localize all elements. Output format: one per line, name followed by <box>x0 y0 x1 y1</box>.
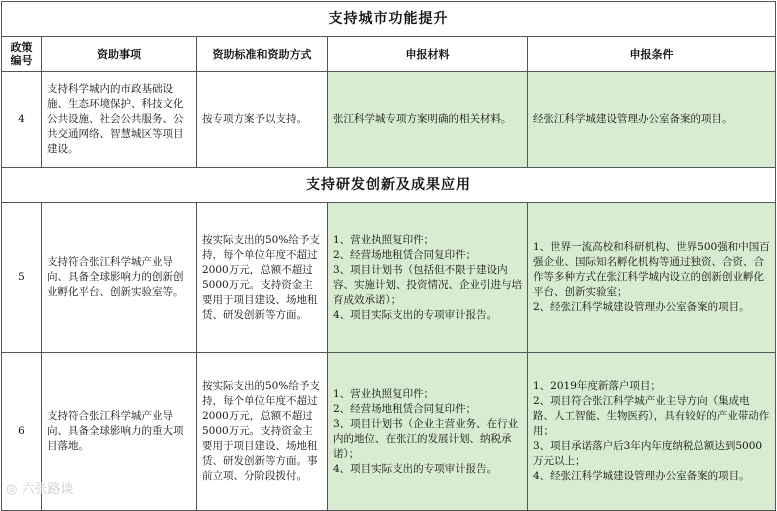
header-conditions: 申报条件 <box>528 37 776 72</box>
list-item: 4、经张江科学城建设管理办公室备案的项目。 <box>533 470 750 482</box>
materials-cell <box>328 203 528 353</box>
table-row <box>2 353 776 511</box>
conditions-cell <box>528 203 776 353</box>
header-materials: 申报材料 <box>328 37 528 72</box>
table-row <box>2 203 776 353</box>
header-subject: 资助事项 <box>42 37 197 72</box>
list-item: 3、项目计划书（企业主营业务、在行业内的地位、在张江的发展计划、纳税承诺）； <box>333 417 519 460</box>
watermark <box>6 478 74 497</box>
section-title: 支持研发创新及成果应用 <box>2 168 776 203</box>
list-item: 2、经营场地租赁合同复印件； <box>333 248 477 261</box>
list-item: 1、世界一流高校和科研机构、世界500强和中国百强企业、国际知名孵化机构等通过独资、合资、合作等多种方式在张江科学城内设立的创新创业孵化平台、创新实验室； <box>533 241 770 298</box>
list-item: 2、项目符合张江科学城产业主导方向（集成电路、人工智能、生物医药），具有较好的产业带动作用； <box>533 395 770 437</box>
header-standard: 资助标准和资助方式 <box>197 37 328 72</box>
subject-cell: 支持符合张江科学城产业导向、具备全球影响力的重大项目落地。 <box>42 353 197 511</box>
conditions-cell <box>528 353 776 511</box>
list-item: 2、经营场地租赁合同复印件； <box>333 402 477 415</box>
list-item: 3、项目承诺落户后3年内年度纳税总额达到5000万元以上； <box>533 440 763 467</box>
list-item: 1、2019年度新落户项目； <box>533 380 661 392</box>
conditions-cell: 经张江科学城建设管理办公室备案的项目。 <box>528 72 776 168</box>
policy-table <box>1 1 776 511</box>
section-title: 支持城市功能提升 <box>2 2 776 37</box>
policy-number: 6 <box>2 353 42 511</box>
header-policy-no: 政策编号 <box>2 37 42 72</box>
materials-cell <box>328 353 528 511</box>
materials-cell: 张江科学城专项方案明确的相关材料。 <box>328 72 528 168</box>
list-item: 1、营业执照复印件； <box>333 233 435 246</box>
table-row <box>2 72 776 168</box>
list-item: 2、经张江科学城建设管理办公室备案的项目。 <box>533 301 750 313</box>
section-row <box>2 2 776 37</box>
standard-cell: 按实际支出的50%给予支持，每个单位年度不超过2000万元，总额不超过5000万元。支持资金主要用于项目建设、场地租赁、研发创新等方面。 <box>197 203 328 353</box>
list-item: 4、项目实际支出的专项审计报告。 <box>333 462 498 475</box>
watermark-text: 六张路谈 <box>21 482 74 497</box>
list-item: 1、营业执照复印件； <box>333 387 435 400</box>
watermark-icon: ◎ <box>6 482 22 497</box>
section-row <box>2 168 776 203</box>
subject-cell: 支持符合张江科学城产业导向、具备全球影响力的创新创业孵化平台、创新实验室等。 <box>42 203 197 353</box>
list-item: 4、项目实际支出的专项审计报告。 <box>333 308 498 321</box>
policy-number: 4 <box>2 72 42 168</box>
list-item: 3、项目计划书（包括但不限于建设内容、实施计划、投资情况、企业引进与培育成效承诺）； <box>333 263 522 306</box>
policy-number: 5 <box>2 203 42 353</box>
header-row <box>2 37 776 72</box>
standard-cell: 按专项方案予以支持。 <box>197 72 328 168</box>
subject-cell: 支持科学城内的市政基础设施、生态环境保护、科技文化公共设施、社会公共服务、公共交通网络、智慧城区等项目建设。 <box>42 72 197 168</box>
standard-cell: 按实际支出的50%给予支持，每个单位年度不超过2000万元，总额不超过5000万元。支持资金主要用于项目建设、场地租赁、研发创新等方面。事前立项、分阶段拨付。 <box>197 353 328 511</box>
